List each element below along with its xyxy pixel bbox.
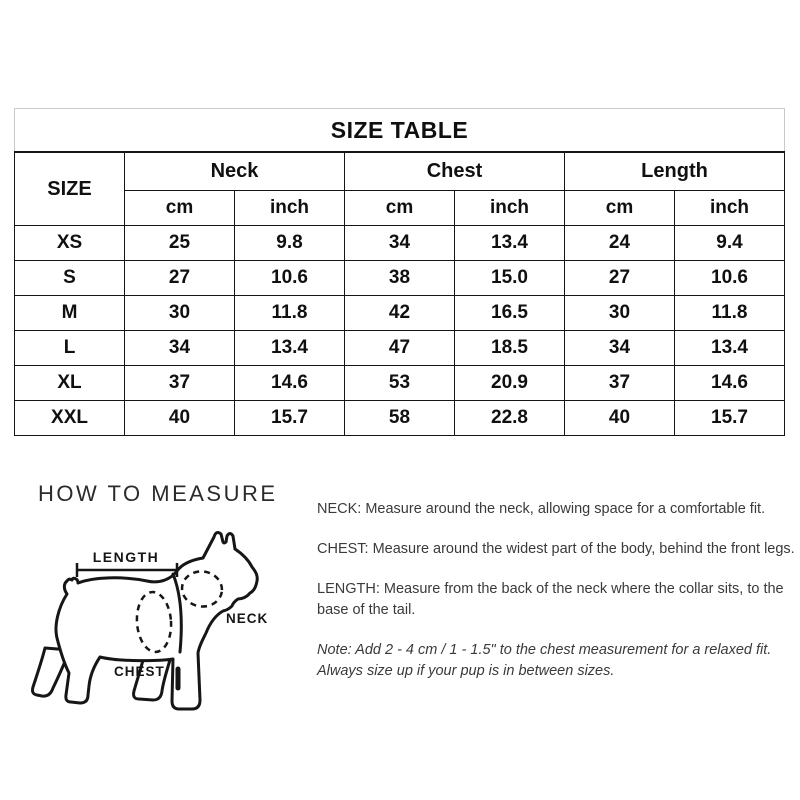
value-cell: 37 [565,366,675,401]
table-unit-header-row [15,191,785,226]
value-cell: 20.9 [455,366,565,401]
value-cell: 13.4 [235,331,345,366]
value-cell: 18.5 [455,331,565,366]
how-to-measure-heading: HOW TO MEASURE [38,481,278,506]
value-cell: 38 [345,261,455,296]
size-cell: XS [15,226,125,261]
size-table-body [15,226,785,436]
value-cell: 42 [345,296,455,331]
unit-header: cm [125,191,235,226]
value-cell: 15.7 [675,401,785,436]
value-cell: 58 [345,401,455,436]
table-row [15,366,785,401]
value-cell: 22.8 [455,401,565,436]
size-cell: M [15,296,125,331]
value-cell: 15.7 [235,401,345,436]
table-row [15,261,785,296]
measure-instructions [317,499,795,701]
value-cell: 10.6 [235,261,345,296]
value-cell: 10.6 [675,261,785,296]
value-cell: 9.4 [675,226,785,261]
chest-instruction: CHEST: Measure around the widest part of the body, behind the front legs. [317,541,795,557]
value-cell: 15.0 [455,261,565,296]
value-cell: 13.4 [455,226,565,261]
value-cell: 9.8 [235,226,345,261]
neck-label: NECK [226,611,269,626]
value-cell: 40 [125,401,235,436]
table-row [15,226,785,261]
value-cell: 16.5 [455,296,565,331]
length-instruction: LENGTH: Measure from the back of the neck where the collar sits, to the base of the tail. [317,581,784,618]
size-cell: L [15,331,125,366]
table-row [15,331,785,366]
neck-instruction: NECK: Measure around the neck, allowing space for a comfortable fit. [317,501,766,517]
table-row [15,296,785,331]
value-cell: 24 [565,226,675,261]
note-text: Note: Add 2 - 4 cm / 1 - 1.5" to the chest measurement for a relaxed fit. Always size up if your pup is in between sizes. [317,642,772,679]
value-cell: 11.8 [235,296,345,331]
length-dimension-line [77,563,177,577]
unit-header: inch [455,191,565,226]
unit-header: cm [345,191,455,226]
value-cell: 47 [345,331,455,366]
value-cell: 13.4 [675,331,785,366]
value-cell: 40 [565,401,675,436]
unit-header: inch [235,191,345,226]
size-table-section [14,108,785,436]
chest-label: CHEST [114,664,165,679]
value-cell: 53 [345,366,455,401]
value-cell: 30 [125,296,235,331]
length-label: LENGTH [92,549,160,565]
unit-header: inch [675,191,785,226]
neck-group-header: Neck [125,152,345,191]
value-cell: 30 [565,296,675,331]
value-cell: 34 [345,226,455,261]
size-column-header: SIZE [15,152,125,226]
value-cell: 11.8 [675,296,785,331]
chest-group-header: Chest [345,152,565,191]
value-cell: 14.6 [675,366,785,401]
size-cell: XL [15,366,125,401]
value-cell: 27 [125,261,235,296]
value-cell: 37 [125,366,235,401]
value-cell: 27 [565,261,675,296]
table-row [15,401,785,436]
dog-measurement-diagram [20,510,310,725]
size-cell: XXL [15,401,125,436]
value-cell: 34 [565,331,675,366]
unit-header: cm [565,191,675,226]
value-cell: 25 [125,226,235,261]
value-cell: 14.6 [235,366,345,401]
size-cell: S [15,261,125,296]
value-cell: 34 [125,331,235,366]
table-group-header-row [15,152,785,191]
size-table-title: SIZE TABLE [14,108,785,151]
dog-outline-icon [20,510,310,725]
size-table [14,151,785,436]
length-group-header: Length [565,152,785,191]
